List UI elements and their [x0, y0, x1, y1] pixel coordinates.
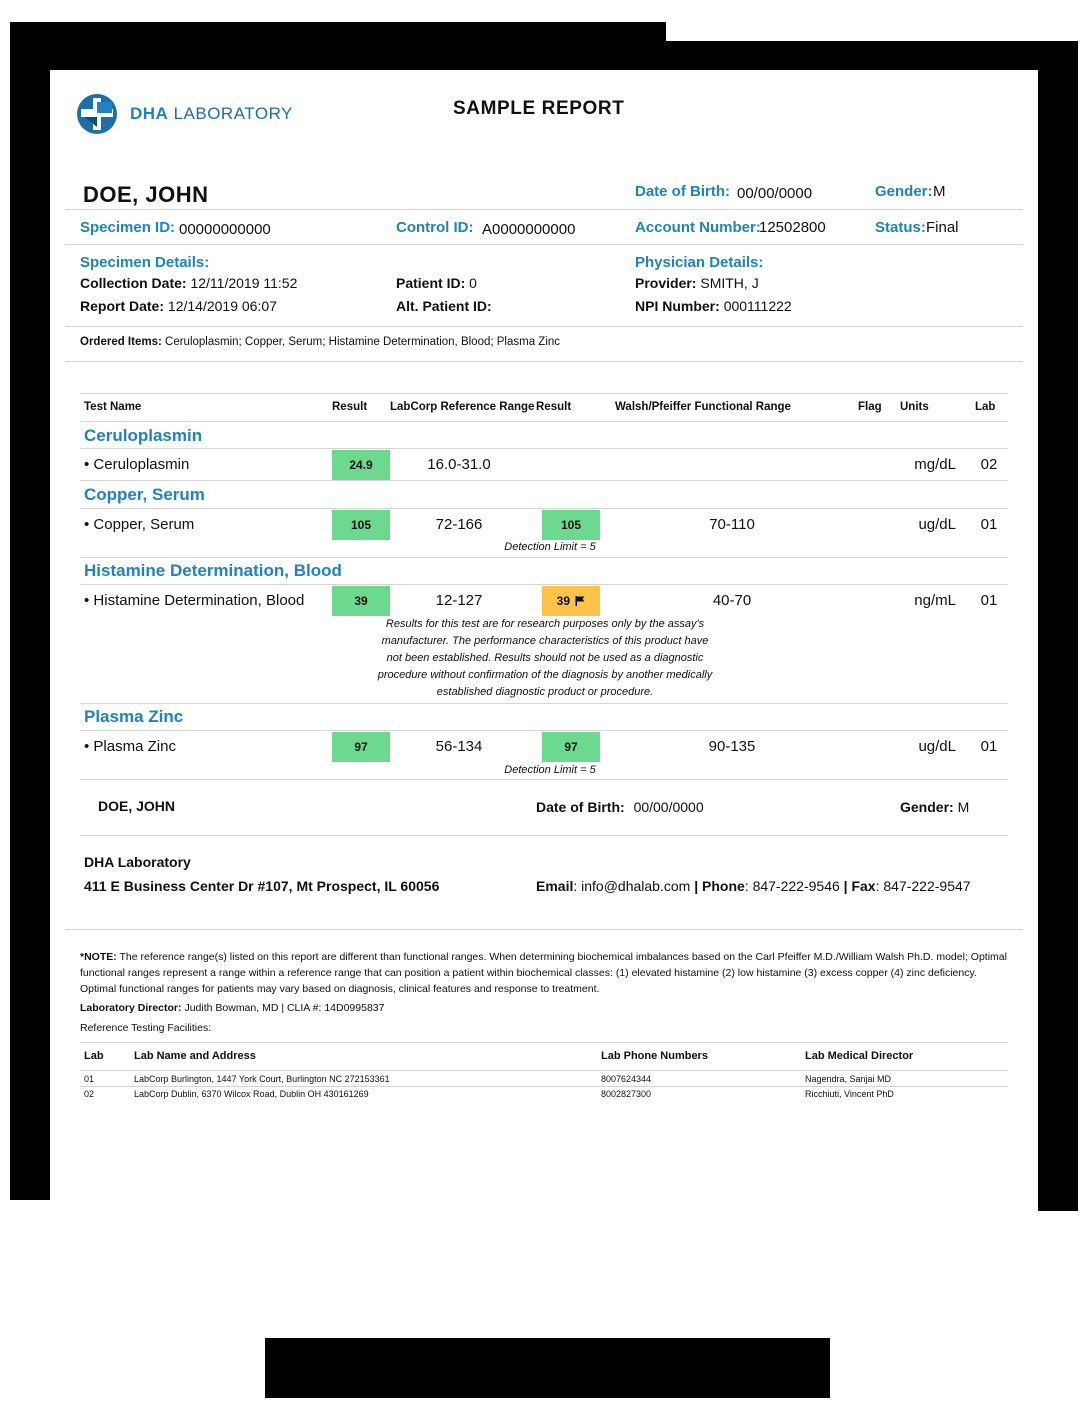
functional-result-value: 39 — [556, 594, 570, 608]
detection-limit-note: Detection Limit = 5 — [504, 764, 596, 776]
functional-result-badge: 105 — [542, 510, 600, 540]
alt-patient-id-label: Alt. Patient ID: — [396, 298, 492, 314]
lab-code: 02 — [980, 456, 998, 473]
divider — [80, 779, 1008, 780]
fax-label: Fax — [851, 878, 876, 894]
npi-number — [635, 298, 792, 314]
specimen-details-heading: Specimen Details: — [80, 254, 210, 271]
logo-rest: LABORATORY — [173, 104, 293, 123]
report-title: SAMPLE REPORT — [453, 98, 625, 119]
footer-gender — [900, 799, 969, 815]
units: ng/mL — [914, 592, 956, 609]
divider — [80, 1070, 1008, 1071]
dob-value: 00/00/0000 — [737, 185, 813, 202]
functional-range: 70-110 — [709, 516, 755, 533]
col-labcorp-range: LabCorp Reference Range — [390, 401, 535, 413]
dob-label: Date of Birth: — [635, 183, 730, 200]
fac-row-director: Nagendra, Sanjai MD — [805, 1074, 892, 1084]
lab-code: 01 — [980, 592, 998, 609]
units: mg/dL — [914, 456, 956, 473]
report-date-value: 12/14/2019 06:07 — [167, 298, 277, 314]
divider — [80, 835, 1008, 836]
test-copper-serum: • Copper, Serum — [84, 516, 195, 533]
account-number-label: Account Number: — [635, 219, 761, 236]
dha-logo-wordmark — [130, 104, 293, 124]
category-histamine: Histamine Determination, Blood — [84, 561, 342, 580]
footer-dob-value: 00/00/0000 — [633, 799, 704, 815]
result-badge: 24.9 — [332, 450, 390, 480]
footer-gender-value: M — [957, 799, 970, 815]
dha-logo-icon — [76, 93, 120, 135]
collection-date-value: 12/11/2019 11:52 — [190, 275, 298, 291]
divider — [80, 448, 1008, 449]
functional-range-note — [80, 949, 1010, 997]
divider — [80, 421, 1008, 422]
divider — [80, 703, 1008, 704]
col-test-name: Test Name — [84, 401, 142, 413]
npi-value: 000111222 — [723, 298, 792, 314]
scan-frame-right — [1038, 41, 1078, 1211]
lab-code: 01 — [980, 738, 998, 755]
status-label: Status: — [875, 219, 926, 236]
reference-range: 16.0-31.0 — [427, 456, 491, 473]
divider — [80, 557, 1008, 558]
patient-id-value: 0 — [469, 275, 477, 291]
npi-label: NPI Number: — [635, 298, 720, 314]
divider — [80, 1086, 1008, 1087]
fac-row-lab: 02 — [84, 1089, 95, 1099]
category-plasma-zinc: Plasma Zinc — [84, 707, 184, 726]
result-badge: 97 — [332, 732, 390, 762]
research-disclaimer — [340, 616, 750, 701]
col-result: Result — [332, 401, 368, 413]
divider — [80, 1042, 1008, 1043]
fac-col-name: Lab Name and Address — [134, 1050, 256, 1062]
lab-code: 01 — [980, 516, 998, 533]
divider — [65, 244, 1023, 245]
divider — [65, 361, 1023, 362]
divider — [65, 209, 1023, 210]
result-badge: 105 — [332, 510, 390, 540]
email-link[interactable]: info@dhalab.com — [581, 878, 691, 894]
reference-range: 72-166 — [435, 516, 483, 533]
ordered-items-value: Ceruloplasmin; Copper, Serum; Histamine Determination, Blood; Plasma Zinc — [165, 336, 561, 348]
director-label: Laboratory Director: — [80, 1002, 182, 1014]
facilities-label: Reference Testing Facilities: — [80, 1022, 212, 1034]
footer-patient-name: DOE, JOHN — [98, 798, 176, 814]
flag-icon — [575, 596, 585, 606]
test-ceruloplasmin: • Ceruloplasmin — [84, 456, 190, 473]
scan-frame-top — [10, 22, 666, 70]
lab-contact-line: Email: info@dhalab.com | Phone: 847-222-9546 | Fax: 847-222-9547 — [536, 878, 971, 894]
test-histamine: • Histamine Determination, Blood — [84, 592, 305, 609]
fac-col-phone: Lab Phone Numbers — [601, 1050, 708, 1062]
patient-name: DOE, JOHN — [83, 182, 209, 207]
control-id-value: A0000000000 — [482, 221, 576, 238]
gender-value: M — [933, 183, 946, 200]
divider — [80, 584, 1008, 585]
functional-range: 90-135 — [708, 738, 756, 755]
specimen-id-label: Specimen ID: — [80, 219, 176, 236]
divider — [80, 480, 1008, 481]
table-top-rule — [80, 393, 1008, 394]
physician-details-heading: Physician Details: — [635, 254, 764, 271]
reference-range: 12-127 — [435, 592, 483, 609]
phone-label: Phone — [702, 878, 745, 894]
test-plasma-zinc: • Plasma Zinc — [84, 738, 176, 755]
account-number-value: 12502800 — [759, 219, 826, 236]
functional-range: 40-70 — [712, 592, 752, 609]
functional-result-badge: 97 — [542, 732, 600, 762]
note-label: *NOTE: — [80, 951, 117, 963]
ordered-items-label: Ordered Items: — [80, 336, 162, 348]
email-label: Email — [536, 878, 574, 894]
disclaimer-line: established diagnostic product or procedure. — [436, 686, 654, 698]
report-page — [50, 70, 1038, 1200]
units: ug/dL — [918, 738, 956, 755]
disclaimer-line: Results for this test are for research purposes only by the assay's — [385, 618, 705, 630]
reference-range: 56-134 — [435, 738, 483, 755]
divider — [65, 326, 1023, 327]
scan-frame-left — [10, 22, 50, 1200]
specimen-id-value: 00000000000 — [179, 221, 271, 238]
footer-gender-label: Gender: — [900, 799, 954, 815]
patient-id-label: Patient ID: — [396, 275, 466, 291]
collection-date — [80, 275, 297, 291]
provider — [635, 275, 759, 291]
footer-dob-label: Date of Birth: — [536, 799, 625, 815]
ordered-items — [80, 336, 560, 348]
fac-col-lab: Lab — [84, 1050, 104, 1062]
fac-row-lab: 01 — [84, 1074, 95, 1084]
category-copper-serum: Copper, Serum — [84, 485, 205, 504]
functional-result-badge-flagged — [542, 586, 600, 616]
report-date-label: Report Date: — [80, 298, 165, 314]
col-flag: Flag — [858, 401, 882, 413]
disclaimer-line: procedure without confirmation of the diagnosis by another medically — [377, 669, 713, 681]
director-value: Judith Bowman, MD | CLIA #: 14D0995837 — [184, 1002, 385, 1014]
detection-limit-note: Detection Limit = 5 — [504, 541, 596, 553]
col-functional-range: Walsh/Pfeiffer Functional Range — [615, 401, 791, 413]
patient-id — [396, 275, 477, 291]
col-result-2: Result — [536, 401, 572, 413]
status-value: Final — [926, 219, 959, 236]
provider-value: SMITH, J — [700, 275, 759, 291]
fac-row-phone: 8007624344 — [601, 1074, 652, 1084]
fac-row-name: LabCorp Burlington, 1447 York Court, Burlington NC 272153361 — [134, 1074, 390, 1084]
lab-name: DHA Laboratory — [84, 854, 191, 870]
fax-value: 847-222-9547 — [883, 878, 971, 894]
phone-value: 847-222-9546 — [752, 878, 840, 894]
col-units: Units — [900, 401, 929, 413]
lab-address: 411 E Business Center Dr #107, Mt Prospect, IL 60056 — [84, 878, 440, 894]
collection-date-label: Collection Date: — [80, 275, 187, 291]
gender-label: Gender: — [875, 183, 933, 200]
divider — [65, 929, 1023, 930]
footer-dob — [536, 799, 704, 815]
fac-col-director: Lab Medical Director — [805, 1050, 914, 1062]
category-ceruloplasmin: Ceruloplasmin — [84, 426, 203, 445]
scan-frame-bottom — [265, 1338, 830, 1398]
logo-strong: DHA — [130, 104, 169, 123]
laboratory-director — [80, 1002, 384, 1014]
report-date — [80, 298, 277, 314]
disclaimer-line: not been established. Results should not be used as a diagnostic — [386, 652, 704, 664]
units: ug/dL — [918, 516, 956, 533]
control-id-label: Control ID: — [396, 219, 474, 236]
provider-label: Provider: — [635, 275, 697, 291]
divider — [80, 730, 1008, 731]
note-text: The reference range(s) listed on this report are different than functional ranges. When determining biochemical imbalances based on the Carl Pfeiffer M.D./William Walsh Ph.D. model; Optimal functional ranges represent a range within a reference range that can position a patient within biochemical classes: (1) elevated histamine (2) low histamine (3) excess copper (4) zinc deficiency. Optimal functional ranges for patients may vary based on diagnosis, clinical features and response to treatment. — [80, 951, 1007, 995]
fac-row-phone: 8002827300 — [601, 1089, 652, 1099]
fac-row-name: LabCorp Dublin, 6370 Wilcox Road, Dublin OH 430161269 — [134, 1089, 369, 1099]
disclaimer-line: manufacturer. The performance characteristics of this product have — [381, 635, 709, 647]
fac-row-director: Ricchiuti, Vincent PhD — [805, 1089, 894, 1099]
col-lab: Lab — [975, 401, 996, 413]
divider — [80, 508, 1008, 509]
result-badge: 39 — [332, 586, 390, 616]
scan-frame-top-right — [666, 41, 1068, 70]
